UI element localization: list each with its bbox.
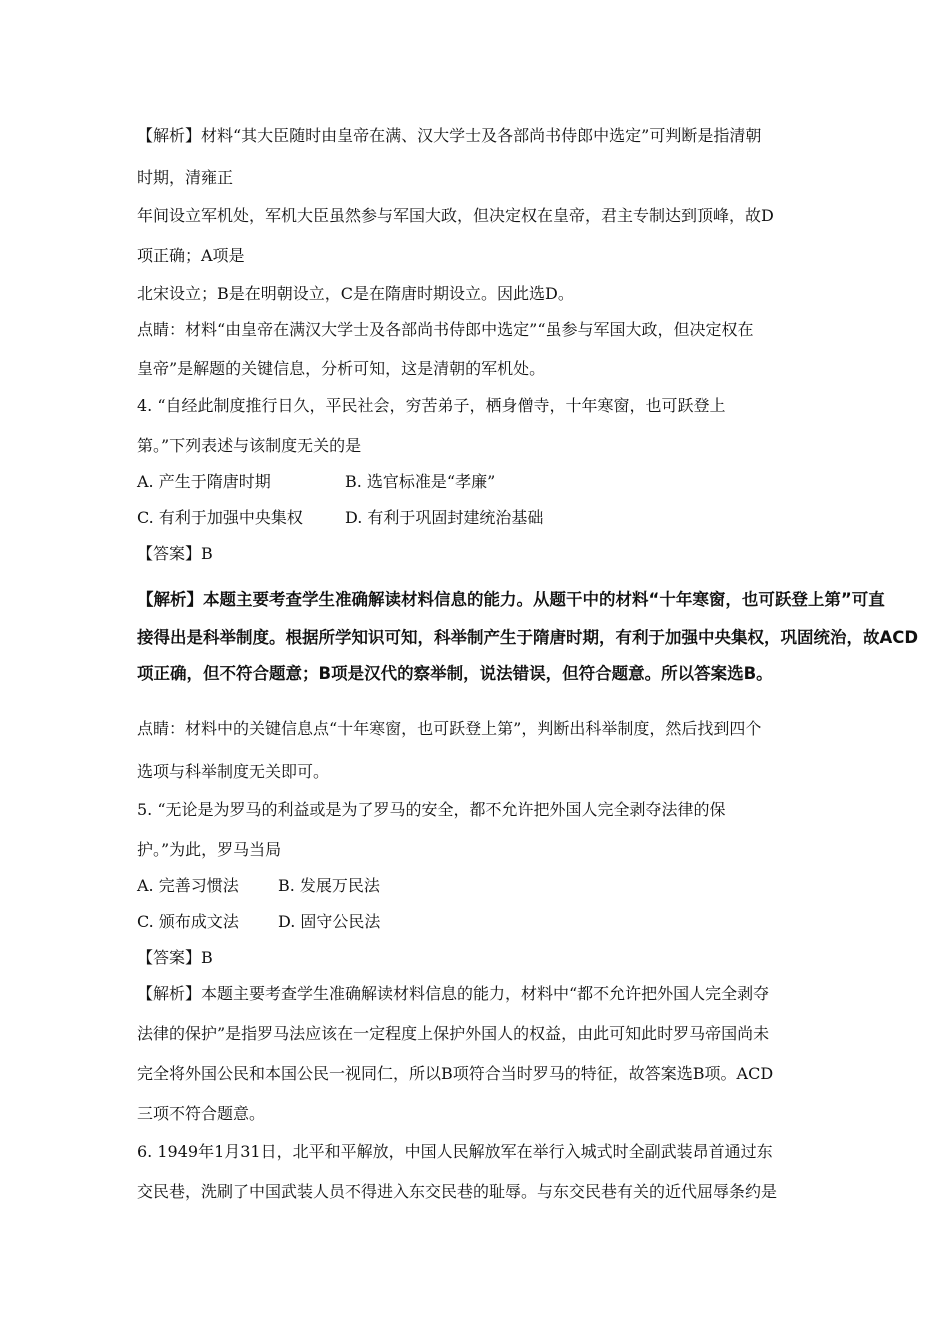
- q5-answer: 【答案】B: [137, 948, 213, 967]
- q4-explanation-line-3: 项正确，但不符合题意；B项是汉代的察举制，说法错误，但符合题意。所以答案选B。: [137, 664, 773, 683]
- q3-explanation-line-1: 【解析】材料“其大臣随时由皇帝在满、汉大学士及各部尚书侍郎中选定”可判断是指清朝: [137, 126, 762, 145]
- q5-explanation-line-1: 【解析】本题主要考查学生准确解读材料信息的能力，材料中“都不允许把外国人完全剥夺: [137, 984, 770, 1003]
- q4-explanation-line-2: 接得出是科举制度。根据所学知识可知，科举制产生于隋唐时期，有利于加强中央集权，巩固统治，故ACD: [137, 628, 919, 647]
- q4-option-b: B. 选官标准是“孝廉”: [345, 472, 496, 491]
- q5-option-a: A. 完善习惯法: [137, 876, 239, 895]
- q4-explanation-line-1: 【解析】本题主要考查学生准确解读材料信息的能力。从题干中的材料“十年寒窗，也可跃登上第”可直: [137, 590, 885, 609]
- q3-note-line-2: 皇帝”是解题的关键信息，分析可知，这是清朝的军机处。: [137, 359, 546, 378]
- q4-option-c: C. 有利于加强中央集权: [137, 508, 303, 527]
- q4-answer: 【答案】B: [137, 544, 213, 563]
- q5-option-d: D. 固守公民法: [278, 912, 381, 931]
- q3-note-line-1: 点睛：材料“由皇帝在满汉大学士及各部尚书侍郎中选定”“虽参与军国大政，但决定权在: [137, 320, 754, 339]
- q4-option-d: D. 有利于巩固封建统治基础: [345, 508, 544, 527]
- q4-note-line-1: 点睛：材料中的关键信息点“十年寒窗，也可跃登上第”，判断出科举制度，然后找到四个: [137, 719, 762, 738]
- q5-explanation-line-3: 完全将外国公民和本国公民一视同仁，所以B项符合当时罗马的特征，故答案选B项。ACD: [137, 1064, 774, 1083]
- q4-stem-line-2: 第。”下列表述与该制度无关的是: [137, 436, 362, 455]
- q3-explanation-line-2: 时期，清雍正: [137, 168, 234, 187]
- q6-stem-line-2: 交民巷，洗刷了中国武装人员不得进入东交民巷的耻辱。与东交民巷有关的近代屈辱条约是: [137, 1182, 778, 1201]
- q6-stem-line-1: 6. 1949年1月31日，北平和平解放，中国人民解放军在举行入城式时全副武装昂首通过东: [137, 1142, 773, 1161]
- q5-explanation-line-2: 法律的保护”是指罗马法应该在一定程度上保护外国人的权益，由此可知此时罗马帝国尚未: [137, 1024, 770, 1043]
- q3-explanation-line-5: 北宋设立；B是在明朝设立，C是在隋唐时期设立。因此选D。: [137, 284, 574, 303]
- q5-stem-line-1: 5. “无论是为罗马的利益或是为了罗马的安全，都不允许把外国人完全剥夺法律的保: [137, 800, 726, 819]
- q4-option-a: A. 产生于隋唐时期: [137, 472, 271, 491]
- q5-explanation-line-4: 三项不符合题意。: [137, 1104, 266, 1123]
- q5-option-c: C. 颁布成文法: [137, 912, 239, 931]
- q3-explanation-line-3: 年间设立军机处，军机大臣虽然参与军国大政，但决定权在皇帝，君主专制达到顶峰，故D: [137, 206, 774, 225]
- q3-explanation-line-4: 项正确；A项是: [137, 246, 245, 265]
- q5-option-b: B. 发展万民法: [278, 876, 380, 895]
- q5-stem-line-2: 护。”为此，罗马当局: [137, 840, 282, 859]
- q4-stem-line-1: 4. “自经此制度推行日久，平民社会，穷苦弟子，栖身僧寺，十年寒窗，也可跃登上: [137, 396, 726, 415]
- q4-note-line-2: 选项与科举制度无关即可。: [137, 762, 330, 781]
